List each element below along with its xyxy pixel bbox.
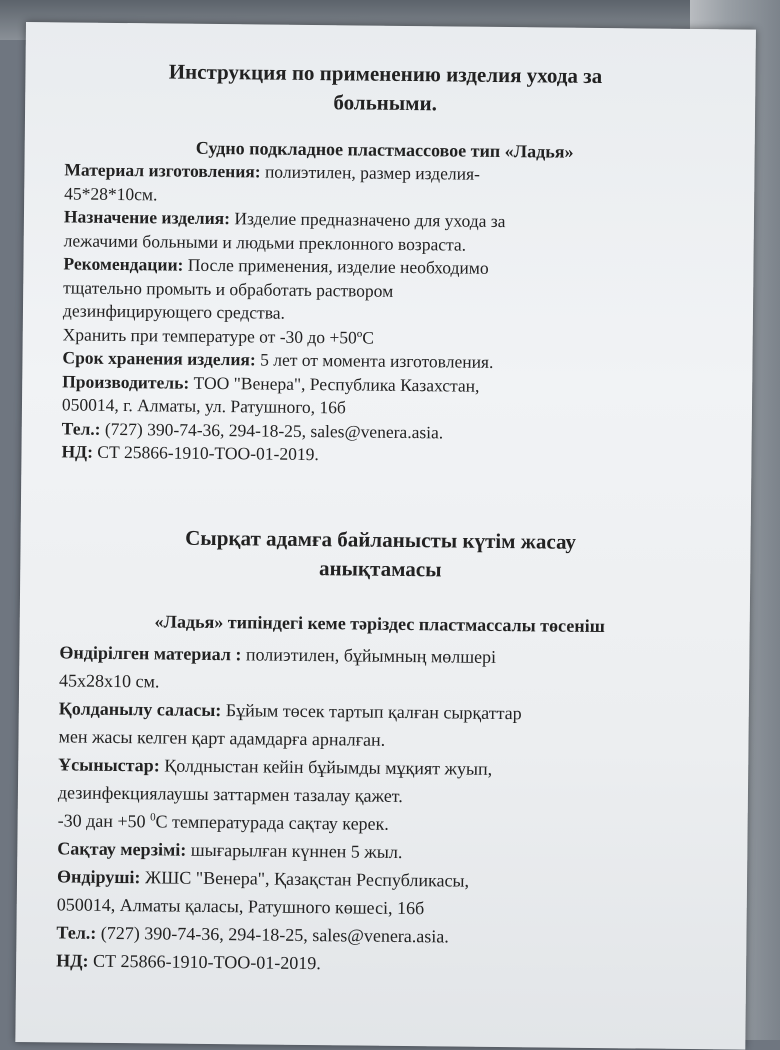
kz-storage-temp-b: С температурада сақтау керек.	[155, 810, 389, 834]
ru-shelf-text: 5 лет от момента изготовления.	[255, 349, 494, 372]
kz-subtitle: «Ладья» типіндегі кеме тәріздес пластмассалы төсеніш	[154, 610, 605, 636]
kz-title	[60, 522, 701, 587]
kz-recommend-label: Ұсыныстар:	[58, 753, 160, 775]
kz-maker-text: ЖШС "Венера", Қазақстан Республикасы,	[140, 866, 470, 891]
kz-tel-label: Тел.:	[56, 921, 97, 943]
kz-material-label: Өндірілген материал :	[59, 641, 242, 664]
kz-recommend-text: Қолдныстан кейін бұйымды мұқият жуып,	[159, 754, 493, 779]
ru-tel-text: (727) 390-74-36, 294-18-25, sales@venera.asia.	[100, 418, 444, 442]
ru-maker-text: ТОО "Венера", Республика Казахстан,	[189, 372, 480, 396]
ru-title-line2: больными.	[333, 90, 438, 116]
ru-recommend-label: Рекомендации:	[63, 253, 184, 275]
kz-nd-text: СТ 25866-1910-ТОО-01-2019.	[88, 950, 321, 973]
ru-storage-temp: Хранить при температуре от -30 до +50ºС	[62, 323, 375, 348]
ru-material-size: 45*28*10см.	[64, 182, 158, 204]
kz-title-line2: анықтамасы	[318, 555, 442, 581]
kz-nd-label: НД:	[56, 949, 89, 971]
ru-purpose-text-2: лежачими больными и людьми преклонного возраста.	[63, 229, 467, 255]
kz-storage-temp-sup: 0	[150, 810, 156, 823]
kz-tel-text: (727) 390-74-36, 294-18-25, sales@venera.asia.	[96, 922, 449, 946]
kz-title-line1: Сырқат адамға байланысты күтім жасау	[185, 525, 577, 554]
ru-title-line1: Инструкция по применению изделия ухода за	[168, 59, 603, 89]
ru-nd-text: СТ 25866-1910-ТОО-01-2019.	[92, 441, 319, 465]
kz-nd-line	[56, 946, 696, 981]
kz-usage-label: Қолданылу саласы:	[58, 697, 222, 720]
kz-maker-address: 050014, Алматы қаласы, Ратушного көшесі, 16б	[56, 893, 425, 918]
ru-material-text: полиэтилен, размер изделия-	[260, 161, 480, 184]
instruction-sheet	[15, 22, 756, 1050]
kz-usage-text-2: мен жасы келген қарт адамдарға арналған.	[58, 725, 386, 750]
ru-subtitle: Судно подкладное пластмассовое тип «Ладья»	[195, 137, 574, 162]
ru-recommend-text: После применения, изделие необходимо	[183, 254, 489, 278]
kz-shelf-label: Сақтау мерзімі:	[57, 837, 187, 860]
ru-title	[65, 56, 706, 121]
ru-purpose-label: Назначение изделия:	[63, 206, 231, 229]
ru-maker-label: Производитель:	[62, 370, 190, 393]
ru-material-label: Материал изготовления:	[64, 159, 261, 182]
section-gap	[61, 464, 702, 529]
ru-nd-label: НД:	[61, 441, 94, 462]
kz-material-text: полиэтилен, бұйымның мөлшері	[241, 643, 497, 667]
ru-purpose-text: Изделие предназначено для ухода за	[229, 208, 506, 232]
kz-material-size: 45х28х10 см.	[59, 669, 160, 691]
kz-usage-text: Бұйым төсек тартып қалған сырқаттар	[221, 699, 522, 723]
sheet-content	[56, 56, 706, 980]
kz-maker-label: Өндіруші:	[56, 865, 141, 887]
ru-maker-address: 050014, г. Алматы, ул. Ратушного, 16б	[61, 394, 347, 418]
ru-shelf-label: Срок хранения изделия:	[62, 347, 256, 370]
kz-storage-temp-a: -30 дан +50	[57, 809, 151, 831]
ru-recommend-text-2: тщательно промыть и обработать раствором	[63, 276, 394, 301]
ru-recommend-text-3: дезинфицирующего средства.	[62, 300, 286, 323]
ru-tel-label: Тел.:	[61, 417, 101, 439]
kz-shelf-text: шығарылған күннен 5 жыл.	[186, 839, 403, 862]
kz-recommend-text-2: дезинфекциялаушы заттармен тазалау қажет.	[57, 781, 403, 806]
